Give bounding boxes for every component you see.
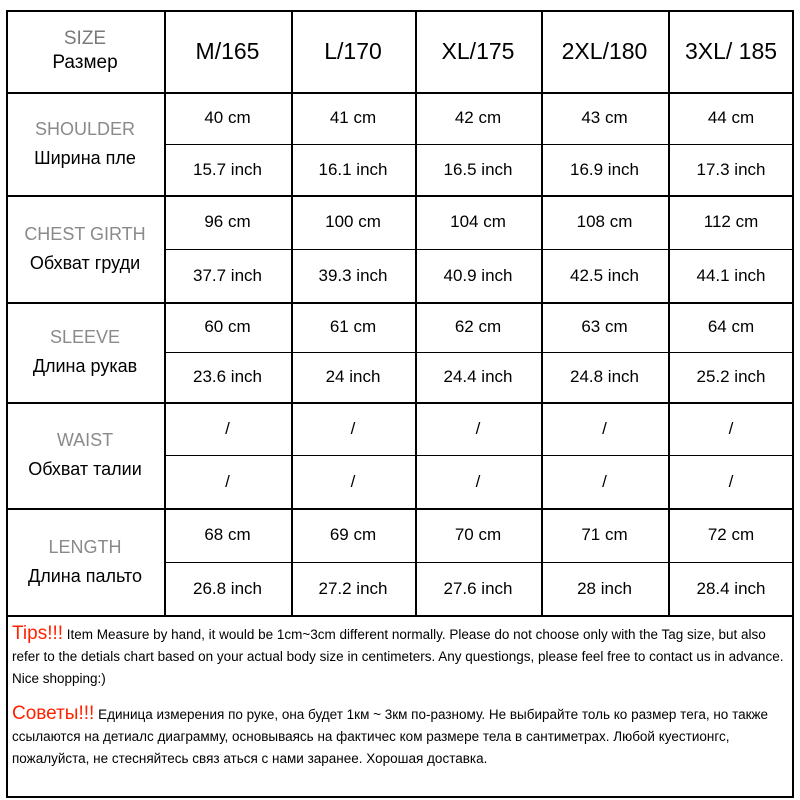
measurement-label-ru: Длина рукав: [32, 356, 138, 376]
inch-value-cell: 37.7 inch: [193, 265, 262, 285]
measurement-label-cell: [6, 302, 164, 402]
cm-value-cell: 68 cm: [204, 525, 251, 544]
cm-value-cell: 40 cm: [204, 108, 251, 127]
cm-value-cell: /: [728, 418, 734, 438]
inch-value-cell: /: [728, 471, 734, 491]
size-column-header: L/170: [324, 37, 382, 64]
measurement-label-ru: Обхват груди: [29, 252, 141, 273]
bottom-border: [6, 796, 794, 798]
inch-value-cell: 23.6 inch: [193, 367, 262, 386]
inch-value-cell: 44.1 inch: [696, 265, 766, 285]
cm-value-cell: 62 cm: [454, 317, 502, 336]
measurement-label-ru: Ширина пле: [34, 147, 136, 168]
cm-value-cell: /: [350, 418, 356, 438]
cm-value-cell: 61 cm: [329, 317, 377, 336]
inch-value-cell: 16.5 inch: [443, 159, 513, 179]
column-divider: [415, 10, 417, 615]
cm-value-cell: 41 cm: [329, 108, 377, 127]
cm-value-cell: 96 cm: [204, 212, 251, 231]
inch-value-cell: /: [350, 471, 356, 491]
cm-value-cell: /: [225, 418, 230, 438]
size-column-header: 3XL/ 185: [684, 37, 778, 64]
size-column-header: XL/175: [441, 37, 515, 64]
block-divider: [6, 508, 794, 510]
measurement-label-en: LENGTH: [48, 536, 122, 557]
cm-value-cell: 100 cm: [325, 212, 381, 231]
cm-value-cell: 69 cm: [329, 525, 377, 544]
measurement-label-en: SHOULDER: [34, 118, 136, 139]
tips-russian-text: Единица измерения по руке, она будет 1км ~ 3км по-разному. Не выбирайте толь ко размер тега, но также ссылаются на детиалс диаграмму, основываясь на фактичес ком размере тела в сантиметрах. Любой куестионгс, пожалуйста, не стесняйтесь связ аться с нами заранее. Хорошая доставка.: [12, 707, 769, 766]
measurement-label-en: CHEST GIRTH: [24, 223, 146, 244]
measurement-label-cell: [6, 92, 164, 195]
column-divider: [291, 10, 293, 615]
inch-value-cell: 25.2 inch: [696, 367, 766, 386]
cm-value-cell: /: [475, 418, 481, 438]
tips-english-label: Tips!!!: [12, 623, 64, 644]
top-border: [6, 10, 794, 12]
measurement-label-cell: [6, 508, 164, 615]
inch-value-cell: 15.7 inch: [193, 159, 262, 179]
inch-value-cell: 16.1 inch: [318, 159, 388, 179]
size-header-ru: Размер: [52, 52, 118, 73]
cm-value-cell: 71 cm: [581, 525, 628, 544]
block-divider: [6, 195, 794, 197]
tips-english: [6, 623, 794, 690]
block-divider: [6, 302, 794, 304]
measurement-label-ru: Длина пальто: [28, 565, 142, 586]
measurement-label-cell: [6, 195, 164, 302]
block-divider: [6, 402, 794, 404]
inner-divider: [164, 562, 794, 563]
inch-value-cell: 17.3 inch: [696, 159, 766, 179]
inch-value-cell: /: [225, 471, 230, 491]
inch-value-cell: 39.3 inch: [318, 265, 388, 285]
cm-value-cell: 64 cm: [707, 317, 755, 336]
inner-divider: [164, 144, 794, 145]
measurement-label-en: SLEEVE: [49, 327, 121, 347]
tips-russian-label: Советы!!!: [12, 703, 95, 724]
inch-value-cell: 24.4 inch: [443, 367, 513, 386]
cm-value-cell: 72 cm: [707, 525, 755, 544]
measurement-label-en: WAIST: [56, 430, 114, 450]
size-header-en: SIZE: [63, 28, 107, 49]
cm-value-cell: 60 cm: [204, 317, 251, 336]
measurement-label-cell: [6, 402, 164, 508]
inch-value-cell: /: [475, 471, 481, 491]
inch-value-cell: 26.8 inch: [193, 578, 262, 598]
column-divider: [668, 10, 670, 615]
inner-divider: [164, 352, 794, 353]
cm-value-cell: 43 cm: [581, 108, 628, 127]
inch-value-cell: 24 inch: [325, 367, 381, 386]
inch-value-cell: 28 inch: [577, 578, 632, 598]
inch-value-cell: /: [602, 471, 607, 491]
size-column-header: 2XL/180: [561, 37, 648, 64]
cm-value-cell: 104 cm: [450, 212, 506, 231]
size-header-cell: [6, 10, 164, 92]
measurement-label-ru: Обхват талии: [28, 459, 142, 479]
block-divider: [6, 615, 794, 617]
tips-russian: [6, 703, 794, 770]
inner-divider: [164, 455, 794, 456]
inch-value-cell: 27.2 inch: [318, 578, 388, 598]
cm-value-cell: 70 cm: [454, 525, 502, 544]
cm-value-cell: 63 cm: [581, 317, 628, 336]
cm-value-cell: /: [602, 418, 607, 438]
cm-value-cell: 42 cm: [454, 108, 502, 127]
column-divider: [164, 10, 166, 615]
header-divider: [6, 92, 794, 94]
inch-value-cell: 40.9 inch: [443, 265, 513, 285]
inch-value-cell: 16.9 inch: [570, 159, 639, 179]
cm-value-cell: 112 cm: [703, 212, 759, 231]
inner-divider: [164, 249, 794, 250]
cm-value-cell: 108 cm: [576, 212, 633, 231]
inch-value-cell: 27.6 inch: [443, 578, 513, 598]
tips-english-text: Item Measure by hand, it would be 1cm~3cm different normally. Please do not choose only with the Tag size, but also refer to the detials chart based on your actual body size in centimeters. Any questiongs, please feel free to contact us in advance. Nice shopping:): [12, 627, 784, 686]
inch-value-cell: 28.4 inch: [696, 578, 766, 598]
cm-value-cell: 44 cm: [707, 108, 755, 127]
size-column-header: M/165: [195, 37, 260, 64]
column-divider: [541, 10, 543, 615]
inch-value-cell: 24.8 inch: [570, 367, 639, 386]
inch-value-cell: 42.5 inch: [570, 265, 639, 285]
